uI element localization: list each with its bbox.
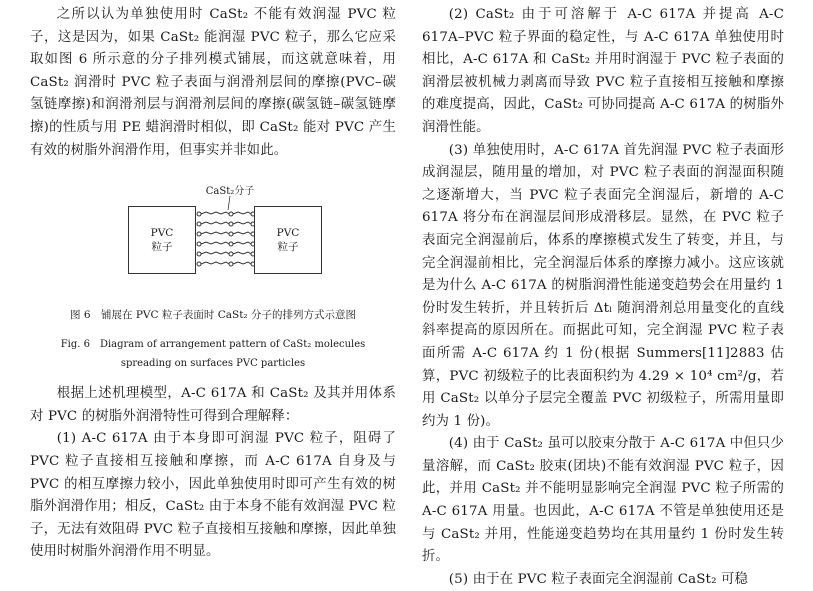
molecule-row (197, 252, 255, 256)
figure-6 (30, 178, 396, 300)
left-column (30, 4, 396, 564)
molecule-arrangement-diagram (194, 194, 256, 286)
molecule-row (197, 222, 255, 226)
molecule-row (197, 242, 255, 246)
molecule-label: CaSt₂分子 (205, 186, 255, 198)
paragraph: (5) 由于在 PVC 粒子表面完全润湿前 CaSt₂ 可稳 (448, 571, 749, 587)
figure-caption-en-line2: spreading on surfaces PVC particles (120, 358, 306, 370)
molecule-row (197, 212, 255, 216)
molecule-row (197, 232, 255, 236)
molecule-row (197, 262, 255, 266)
figure-caption-en-line1: Fig. 6 Diagram of arrangement pattern of CaSt₂ molecules (60, 339, 366, 351)
pvc-particle-label-right: PVC 粒子 (276, 227, 300, 254)
figure-caption-cn: 图 6 铺展在 PVC 粒子表面时 CaSt₂ 分子的排列方式示意图 (70, 309, 356, 322)
paragraph: 之所以认为单独使用时 CaSt₂ 不能有效润湿 PVC 粒子，这是因为，如果 CaSt₂ 能润湿 PVC 粒子，那么它应采取如图 6 所示意的分子排列模式铺展，而这就意味着，用 CaSt₂ 润滑时 PVC 粒子表面与润滑剂层间的摩擦(PVC–碳氢链摩擦)和润滑剂层与润滑剂层间的摩擦(碳氢链–碳氢链摩擦)的性质与用 PE 蜡润滑时相似，即 CaSt₂ 能对 PVC 产生有效的树脂外润滑作用，但事实并非如此。 (30, 7, 396, 158)
pvc-particle-box-right (254, 206, 322, 274)
paragraph: (4) 由于 CaSt₂ 虽可以胶束分散于 A-C 617A 中但只少量溶解，而 CaSt₂ 胶束(团块)不能有效润湿 PVC 粒子，因此，并用 CaSt₂ 并不能明显影响完全润湿 PVC 粒子所需的 A-C 617A 用量。也因此，A-C 617A 不管是单独使用还是与 CaSt₂ 并用，性能递变趋势均在其用量约 1 份时发生转折。 (422, 436, 784, 565)
paragraph: 根据上述机理模型，A-C 617A 和 CaSt₂ 及其并用体系对 PVC 的树脂外润滑特性可得到合理解释： (30, 386, 396, 424)
molecule-pointer-line (228, 196, 230, 210)
paragraph: (3) 单独使用时，A-C 617A 首先润湿 PVC 粒子表面形成润湿层，随用量的增加，对 PVC 粒子表面的润湿面积随之逐渐增大，当 PVC 粒子表面完全润湿后，新增的 A-C 617A 将分布在润湿层间形成滑移层。显然，在 PVC 粒子表面完全润湿前后，体系的摩擦模式发生了转变，并且，与完全润湿前相比，完全润湿后体系的摩擦力减小。这应该就是为什么 A-C 617A 的树脂润滑性能递变趋势会在用量约 1 份时发生转折，并且转折后 Δtₗ 随润滑剂总用量变化的直线斜率提高的原因所在。而据此可知，完全润湿 PVC 粒子表面所需 A-C 617A 约 1 份(根据 Summers[11]2883 估算，PVC 初级粒子的比表面积约为 4.29 × 10⁴ cm²/g，若用 CaSt₂ 以单分子层完全覆盖 PVC 初级粒子，所需用量即约为 1 份)。 (422, 142, 784, 429)
pvc-particle-label-left: PVC 粒子 (150, 227, 174, 254)
right-column (422, 4, 784, 591)
paragraph: (2) CaSt₂ 由于可溶解于 A-C 617A 并提高 A-C 617A–PVC 粒子界面的稳定性，与 A-C 617A 单独使用时相比，A-C 617A 和 CaSt₂ 并用时润湿于 PVC 粒子表面的润滑层被机械力剥离而导致 PVC 粒子直接相互接触和摩擦的难度提高，因此，CaSt₂ 可协同提高 A-C 617A 的树脂外润滑性能。 (422, 7, 784, 135)
pvc-particle-box-left (128, 206, 196, 274)
paragraph: (1) A-C 617A 由于本身即可润湿 PVC 粒子，阻碍了 PVC 粒子直接相互接触和摩擦，而 A-C 617A 自身及与 PVC 的相互摩擦力较小，因此单独使用时即可产生有效的树脂外润滑作用；相反，CaSt₂ 由于本身不能有效润湿 PVC 粒子，无法有效阻碍 PVC 粒子直接相互接触和摩擦，因此单独使用时树脂外润滑作用不明显。 (30, 431, 396, 560)
